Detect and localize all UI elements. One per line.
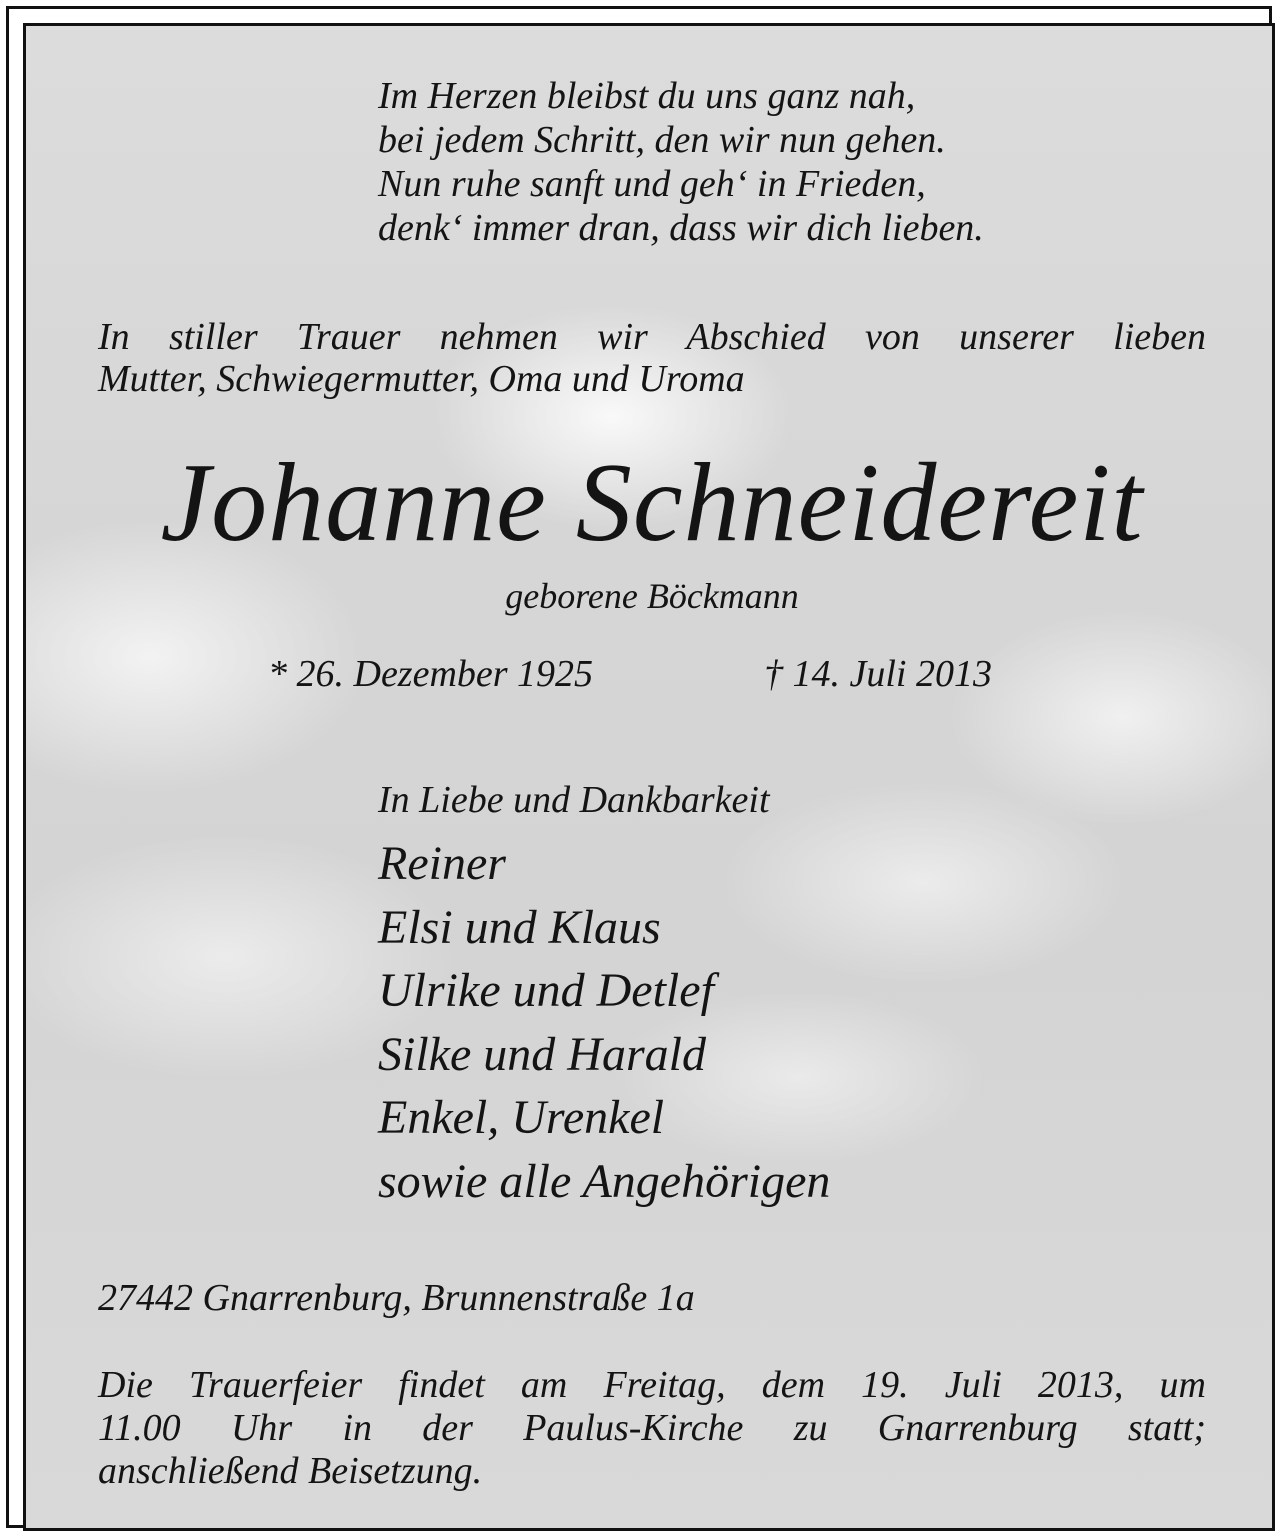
poem-line: denk‘ immer dran, dass wir dich lieben. xyxy=(378,207,984,249)
birth-name: geborene Böckmann xyxy=(505,576,799,616)
mourning-intro xyxy=(98,316,1206,400)
service-line: 11.00 Uhr in der Paulus-Kirche zu Gnarrenburg statt; xyxy=(98,1407,1206,1449)
mourner-name: Enkel, Urenkel xyxy=(378,1091,665,1145)
poem-line: Nun ruhe sanft und geh‘ in Frieden, xyxy=(378,163,926,205)
poem-line: Im Herzen bleibst du uns ganz nah, xyxy=(378,75,916,117)
intro-line: In stiller Trauer nehmen wir Abschied von unserer lieben xyxy=(98,316,1206,358)
mourner-name: Silke und Harald xyxy=(378,1027,706,1081)
obituary-panel xyxy=(23,23,1275,1531)
memorial-poem xyxy=(378,74,1138,250)
mourner-name: Reiner xyxy=(378,837,506,890)
birth-date: * 26. Dezember 1925 xyxy=(268,653,594,695)
mourners-list xyxy=(378,832,830,1214)
intro-line: Mutter, Schwiegermutter, Oma und Uroma xyxy=(98,358,745,400)
mourner-name: Ulrike und Detlef xyxy=(378,964,714,1018)
deceased-name: Johanne Schneidereit xyxy=(160,441,1144,565)
funeral-service-notice xyxy=(98,1364,1206,1493)
gratitude-line: In Liebe und Dankbarkeit xyxy=(378,779,770,821)
service-line: Die Trauerfeier findet am Freitag, dem 19. Juli 2013, um xyxy=(98,1364,1206,1406)
obituary-outer-border xyxy=(6,6,1272,1528)
poem-line: bei jedem Schritt, den wir nun gehen. xyxy=(378,119,946,161)
mourner-name: Elsi und Klaus xyxy=(378,900,661,954)
mourner-name: sowie alle Angehörigen xyxy=(378,1154,831,1208)
death-date: † 14. Juli 2013 xyxy=(764,653,992,695)
service-line: anschließend Beisetzung. xyxy=(98,1450,483,1492)
family-address: 27442 Gnarrenburg, Brunnenstraße 1a xyxy=(98,1277,695,1319)
